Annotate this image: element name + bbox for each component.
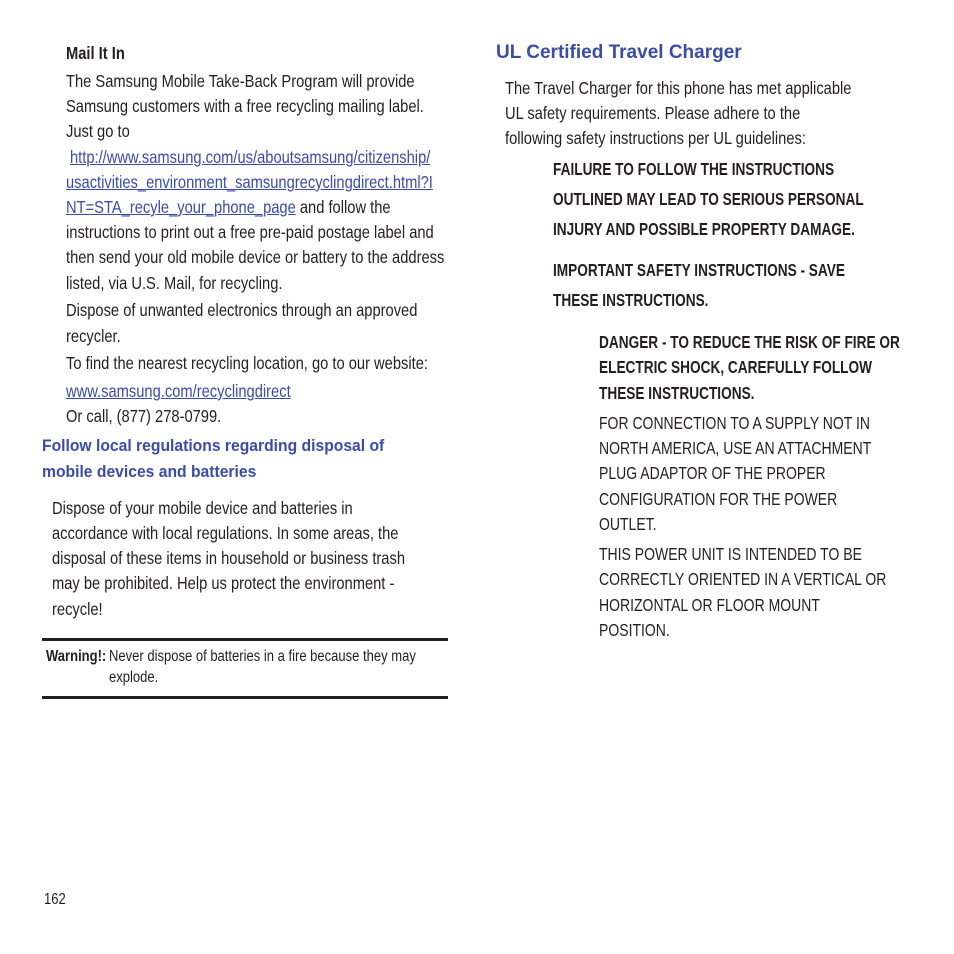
body-text: accordance with local regulations. In some areas, the [52, 523, 399, 543]
body-text: following safety instructions per UL guidelines: [505, 128, 806, 148]
website-link[interactable]: www.samsung.com/recyclingdirect [66, 381, 291, 401]
power-unit-text: CORRECTLY ORIENTED IN A VERTICAL OR [599, 569, 887, 589]
failure-warning: FAILURE TO FOLLOW THE INSTRUCTIONS [553, 159, 835, 179]
body-text: The Samsung Mobile Take-Back Program will provide [66, 71, 415, 91]
power-unit-text: THIS POWER UNIT IS INTENDED TO BE [599, 544, 862, 564]
power-unit-text: POSITION. [599, 620, 670, 640]
warning-text: explode. [109, 669, 159, 686]
body-text: UL safety requirements. Please adhere to the [505, 103, 801, 123]
connection-text: CONFIGURATION FOR THE POWER [599, 489, 838, 509]
failure-warning: OUTLINED MAY LEAD TO SERIOUS PERSONAL [553, 189, 864, 209]
mail-it-in-heading: Mail It In [66, 43, 125, 63]
divider [42, 696, 448, 699]
body-text: The Travel Charger for this phone has met applicable [505, 78, 852, 98]
connection-text: NORTH AMERICA, USE AN ATTACHMENT [599, 438, 872, 458]
warning-text: Never dispose of batteries in a fire because they may [109, 648, 416, 665]
body-text: instructions to print out a free pre-paid postage label and [66, 222, 434, 242]
section-heading: mobile devices and batteries [42, 463, 257, 481]
important-notice: THESE INSTRUCTIONS. [553, 290, 709, 310]
body-text: then send your old mobile device or battery to the address [66, 247, 445, 267]
body-text: Dispose of unwanted electronics through an approved [66, 300, 418, 320]
body-text: listed, via U.S. Mail, for recycling. [66, 273, 283, 293]
recycling-link[interactable]: http://www.samsung.com/us/aboutsamsung/citizenship/ [70, 147, 431, 167]
warning-label: Warning!: [46, 648, 107, 665]
ul-heading: UL Certified Travel Charger [496, 42, 742, 63]
section-heading: Follow local regulations regarding disposal of [42, 437, 385, 455]
recycling-link[interactable]: usactivities_environment_samsungrecyclingdirect.html?I [66, 172, 433, 192]
danger-notice: THESE INSTRUCTIONS. [599, 383, 755, 403]
body-text: To find the nearest recycling location, go to our website: [66, 353, 428, 373]
connection-text: FOR CONNECTION TO A SUPPLY NOT IN [599, 413, 870, 433]
body-text: Just go to [66, 121, 130, 141]
body-text: disposal of these items in household or business trash [52, 548, 406, 568]
danger-notice: DANGER - TO REDUCE THE RISK OF FIRE OR [599, 332, 900, 352]
body-text: Samsung customers with a free recycling mailing label. [66, 96, 424, 116]
connection-text: OUTLET. [599, 514, 657, 534]
failure-warning: INJURY AND POSSIBLE PROPERTY DAMAGE. [553, 219, 855, 239]
power-unit-text: HORIZONTAL OR FLOOR MOUNT [599, 595, 820, 615]
danger-notice: ELECTRIC SHOCK, CAREFULLY FOLLOW [599, 357, 872, 377]
body-text: may be prohibited. Help us protect the environment - [52, 573, 395, 593]
connection-text: PLUG ADAPTOR OF THE PROPER [599, 463, 826, 483]
body-text: Dispose of your mobile device and batteries in [52, 498, 353, 518]
divider [42, 638, 448, 641]
body-text: recycle! [52, 599, 103, 619]
important-notice: IMPORTANT SAFETY INSTRUCTIONS - SAVE [553, 260, 845, 280]
body-text: and follow the [295, 197, 391, 217]
body-text: recycler. [66, 326, 121, 346]
recycling-link[interactable]: NT=STA_recyle_your_phone_page [66, 197, 296, 217]
page-number: 162 [44, 891, 66, 908]
phone-text: Or call, (877) 278-0799. [66, 406, 222, 426]
